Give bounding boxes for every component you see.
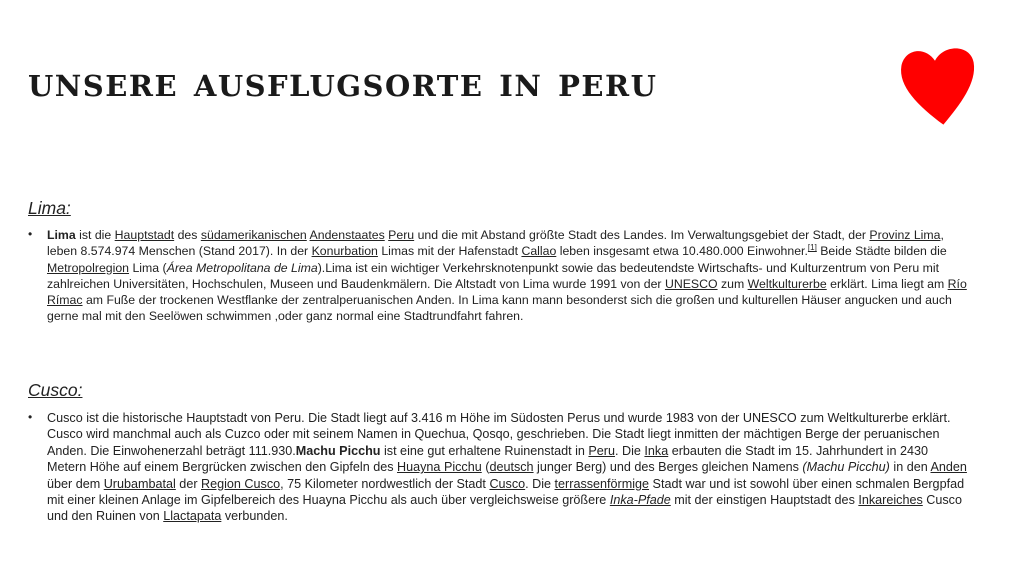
wiki-link[interactable]: südamerikanischen [200,228,307,242]
text-run: Cusco und den Ruinen von [47,493,962,524]
wiki-link[interactable]: terrassenförmige [554,476,650,491]
wiki-link[interactable]: Inka [644,443,669,458]
wiki-link[interactable]: Konurbation [311,244,378,259]
wiki-link[interactable]: Huayna Picchu [397,460,482,475]
heart-icon [893,44,977,128]
wiki-link[interactable]: Peru [588,443,616,458]
italic-text: Área Metropolitana de Lima [166,260,318,275]
text-run: und die mit Abstand größte Stadt des Landes. Im Verwaltungsgebiet der Stadt, der [414,228,870,242]
text-run: mit der einstigen Hauptstadt des [670,493,859,508]
cusco-section [28,410,970,525]
text-run: ).Lima ist ein wichtiger Verkehrsknotenpunkt sowie das bedeutendste Wirtschafts- und Kulturzentrum von Peru mit zahlreichen Universitäten, Hochschulen, Museen und Baudenkmälern. Die Altstadt von Lima wurde 1991 von der [47,260,939,291]
text-run: . Die [615,443,645,458]
text-run: am Fuße der trockenen Westflanke der zentralperuanischen Anden. In Lima kann mann besonderst sich die großen und kulturellen Häuser angucken und auch gerne mal mit den Seelöwen schwimmen ,oder ganz normal eine Stadtrundfahrt fahren. [47,293,952,324]
wiki-link[interactable]: Cusco [489,476,526,491]
wiki-link[interactable]: Metropolregion [47,260,130,275]
lima-heading: Lima: [28,198,71,218]
text-run: verbunden. [221,509,288,524]
wiki-link[interactable]: Peru [388,228,415,242]
text-run: . Die [525,476,555,491]
wiki-link[interactable]: UNESCO [664,276,718,291]
text-run: ist eine gut erhaltene Ruinenstadt in [380,443,589,458]
text-run: der [175,476,202,491]
text-run: , leben 8.574.974 Menschen (Stand 2017). In der [47,228,944,259]
bold-term: Machu Picchu [295,443,381,458]
lima-bullet: • [28,227,33,241]
text-run: ( [481,460,490,475]
footnote-link[interactable]: [1] [807,243,817,253]
lima-paragraph [47,227,970,325]
italic-text: (Machu Picchu) [802,460,890,475]
text-run: Lima ( [129,260,167,275]
cusco-paragraph [47,410,970,525]
wiki-link[interactable]: Urubambatal [103,476,176,491]
text-run: des [174,228,201,242]
text-run: Beide Städte bilden die [816,244,947,259]
lima-section [28,227,970,325]
wiki-link[interactable]: Inka-Pfade [609,493,671,508]
text-run: zum [717,276,748,291]
text-run: Stadt war und ist sowohl über einen schmalen Bergpfad mit einer kleinen Anlage im Gipfelbereich des Huayna Picchu als auch über vergleichsweise größere [47,476,965,508]
wiki-link[interactable]: Anden [930,460,967,475]
wiki-link[interactable]: Andenstaates [309,228,385,242]
text-run: über dem [47,476,104,491]
text-run: , 75 Kilometer nordwestlich der Stadt [280,476,490,491]
cusco-bullet: • [28,410,33,424]
text-run: Cusco ist die historische Hauptstadt von Peru. Die Stadt liegt auf 3.416 m Höhe im Südosten Perus und wurde 1983 von der UNESCO zum Weltkulturerbe erklärt. Cusco wird manchmal auch als Cuzco oder mit seinem Namen in Quechua, Qosqo, geschrieben. Die Stadt liegt inmitten der mächtigen Berge der peruanischen Anden. Die Einwohenerzahl beträgt 111.930. [47,411,951,458]
bold-term: Lima [47,228,76,242]
text-run: Limas mit der Hafenstadt [377,244,522,259]
text-run: in den [889,460,931,475]
wiki-link[interactable]: Weltkulturerbe [747,276,827,291]
wiki-link[interactable]: Provinz Lima [869,228,941,242]
wiki-link[interactable]: Region Cusco [201,476,281,491]
wiki-link[interactable]: Callao [521,244,557,259]
text-run: erklärt. Lima liegt am [826,276,948,291]
wiki-link[interactable]: Hauptstadt [114,228,175,242]
text-run: erbauten die Stadt im 15. Jahrhundert in 2430 Metern Höhe auf einem Bergrücken zwischen den Gipfeln des [47,443,928,475]
page-title: unsere ausflugsorte in peru [28,58,658,106]
text-run: junger Berg) und des Berges gleichen Namens [533,460,803,475]
wiki-link[interactable]: deutsch [489,460,534,475]
wiki-link[interactable]: Llactapata [163,509,222,524]
wiki-link[interactable]: Río Rímac [47,276,967,308]
heart-shape [901,48,974,124]
wiki-link[interactable]: Inkareiches [858,493,923,508]
cusco-heading: Cusco: [28,380,83,400]
text-run: leben insgesamt etwa 10.480.000 Einwohner. [556,244,808,259]
text-run: ist die [75,228,115,242]
